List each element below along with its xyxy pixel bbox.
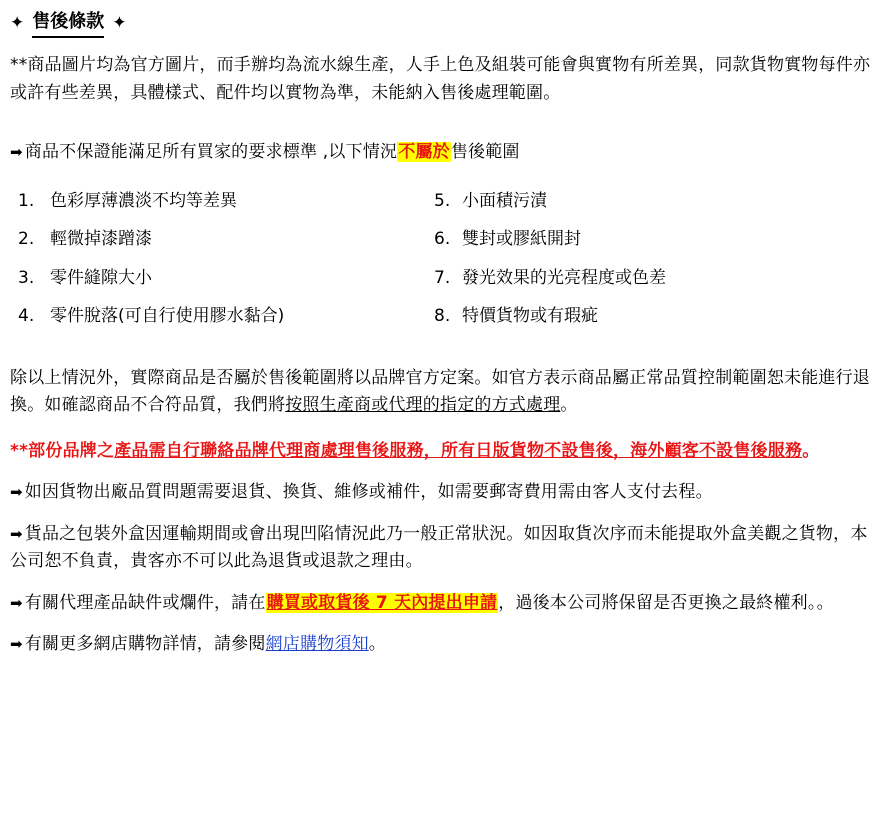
bullet-shopping-guide [10,631,880,659]
list-item-label: 色彩厚薄濃淡不均等差異 [50,190,237,211]
red-notice-underlined-a: 產品需自行聯絡品牌代理商處理售後服務，所有日版貨物不設售後，海外顧客不設售 [114,440,751,461]
list-item-number: 2. [18,229,35,250]
page-title [10,8,880,38]
not-covered-list-right-column [428,189,854,343]
bullet-packaging-line2: 美觀之貨物，本公司恕不負責，貴客亦不可以此為退貨或退款之理由。 [10,523,868,572]
list-item [18,304,428,330]
bullet-packaging-condition [10,521,880,576]
list-item-number: 8. [434,306,451,327]
spacer [10,422,880,438]
list-item [434,227,854,253]
list-item [434,304,854,330]
brand-policy-line2: 圍恕未能進行退換。如確認商品不合符品質，我們將 [10,367,871,416]
arrow-icon: ➡ [10,635,23,654]
spacer [10,471,880,479]
red-notice-prefix: **部份品牌之 [10,440,115,461]
list-item [18,189,428,215]
shopping-guide-link[interactable]: 網店購物須知 [265,634,369,655]
intro-paragraph: **商品圖片均為官方圖片，而手辦均為流水線生產，人手上色及組裝可能會與實物有所差異，同款貨物實物每件亦或許有些差異，具體樣式、配件均以實物為準，未能納入售後處理範圍。 [10,55,871,103]
not-covered-list-left-column [10,189,428,343]
bullet-guide-after: 。 [368,634,386,655]
spacer [10,343,880,365]
brand-policy-line1: 除以上情況外，實際商品是否屬於售後範圍將以品牌官方定案。如官方表示商品屬正常品質控制範 [10,367,750,388]
list-item-number: 4. [18,306,35,327]
list-item-number: 7. [434,267,451,288]
list-item [434,189,854,215]
list-item-number: 6. [434,229,451,250]
star-right-icon: ✦ [112,12,127,33]
spacer [10,513,880,521]
list-item-label: 小面積污漬 [462,190,547,211]
bullet-return-shipping [10,479,880,507]
list-item-label: 零件縫隙大小 [50,267,152,288]
bullet-missing-parts-claim [10,590,880,618]
arrow-icon: ➡ [10,524,23,543]
list-item [18,266,428,292]
red-notice-paragraph: **部份品牌之產品需自行聯絡品牌代理商處理售後服務，所有日版貨物不設售後，海外顧客不設售後服務。 [10,440,820,461]
list-item-label: 特價貨物或有瑕疵 [462,306,598,327]
arrow-icon: ➡ [10,143,23,162]
list-item-label: 雙封或膠紙開封 [462,229,581,250]
not-covered-heading-after: 售後範圍 [450,142,520,163]
spacer [10,623,880,631]
spacer [10,173,880,189]
not-covered-highlight: 不屬於 [398,142,450,163]
bullet-claim-before: 有關代理產品缺件或爛件，請在 [24,592,266,613]
list-item-number: 3. [18,267,35,288]
spacer [10,113,880,139]
bullet-claim-highlight: 購買或取貨後 7 天內提出申請 [266,592,498,613]
brand-policy-paragraph: 除以上情況外，實際商品是否屬於售後範圍將以品牌官方定案。如官方表示商品屬正常品質控制範圍恕未能進行退換。如確認商品不合符品質，我們將按照生產商或代理的指定的方式處理。 [10,367,871,416]
bullet-claim-line2: 終權利。。 [756,592,834,613]
list-item [434,266,854,292]
not-covered-list [10,189,880,343]
bullet-claim-after: ，過後本公司將保留是否更換之最 [498,592,757,613]
page-title-text: 售後條款 [32,8,104,38]
not-covered-heading [10,139,880,167]
bullet-return-shipping-text: 如因貨物出廠品質問題需要退貨、換貨、維修或補件，如需要郵寄費用需由客人支付去程。 [24,482,713,503]
list-item-label: 輕微掉漆蹭漆 [50,229,152,250]
star-left-icon: ✦ [10,12,25,33]
arrow-icon: ➡ [10,483,23,502]
list-item-label: 發光效果的光亮程度或色差 [462,267,666,288]
arrow-icon: ➡ [10,593,23,612]
red-notice-underlined-b: 後服務 [750,440,803,461]
bullet-guide-before: 有關更多網店購物詳情，請參閱 [24,634,266,655]
brand-policy-underlined: 按照生產商或代理的指定的方式處理 [285,395,561,416]
list-item-label: 零件脫落(可自行使用膠水黏合) [50,306,285,327]
list-item-number: 1. [18,190,35,211]
not-covered-heading-before: 商品不保證能滿足所有買家的要求標準 ,以下情況 [24,142,398,163]
list-item [18,227,428,253]
bullet-packaging-line1: 貨品之包裝外盒因運輸期間或會出現凹陷情況此乃一般正常狀況。如因取貨次序而未能提取外盒 [24,523,748,544]
spacer [10,582,880,590]
list-item-number: 5. [434,190,451,211]
